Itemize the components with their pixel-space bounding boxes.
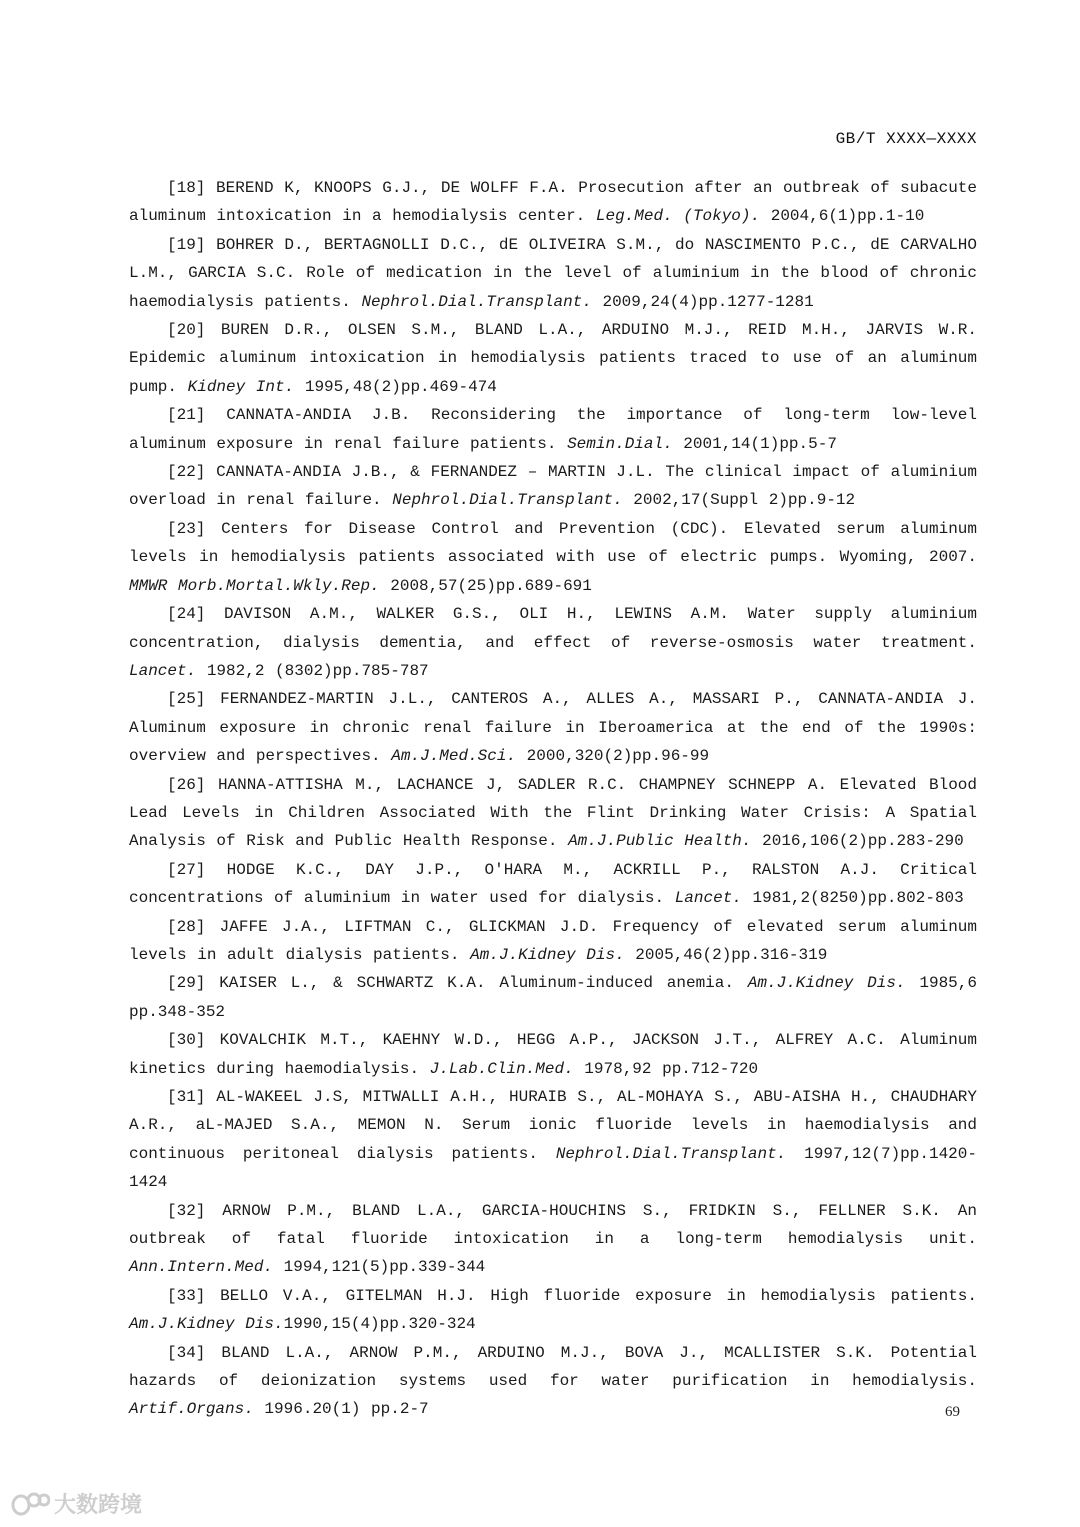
- reference-item: [23] Centers for Disease Control and Prevention (CDC). Elevated serum aluminum levels in hemodialysis patients associated with use of electric pumps. Wyoming, 2007. MMWR Morb.Mortal.Wkly.Rep. 2008,57(25)pp.689-691: [129, 519, 977, 595]
- reference-list: [129, 174, 977, 1424]
- standard-code: GB/T XXXX—XXXX: [835, 130, 977, 148]
- journal-title: Artif.Organs.: [129, 1400, 254, 1419]
- reference-item: [18] BEREND K, KNOOPS G.J., DE WOLFF F.A. Prosecution after an outbreak of subacute aluminum intoxication in a hemodialysis center. Leg.Med. (Tokyo). 2004,6(1)pp.1-10: [129, 179, 977, 226]
- journal-title: Am.J.Kidney Dis.: [747, 974, 906, 993]
- reference-item: [32] ARNOW P.M., BLAND L.A., GARCIA-HOUCHINS S., FRIDKIN S., FELLNER S.K. An outbreak of fatal fluoride intoxication in a long-term hemodialysis unit. Ann.Intern.Med. 1994,121(5)pp.339-344: [129, 1201, 977, 1277]
- journal-title: Lancet.: [129, 661, 197, 680]
- page-header: [836, 130, 977, 148]
- reference-item: [24] DAVISON A.M., WALKER G.S., OLI H., LEWINS A.M. Water supply aluminium concentration, dialysis dementia, and effect of reverse-osmosis water treatment. Lancet. 1982,2 (8302)pp.785-787: [129, 605, 977, 680]
- reference-item: [19] BOHRER D., BERTAGNOLLI D.C., dE OLIVEIRA S.M., do NASCIMENTO P.C., dE CARVALHO L.M., GARCIA S.C. Role of medication in the level of aluminium in the blood of chronic haemodialysis patients. Nephrol.Dial.Transplant. 2009,24(4)pp.1277-1281: [129, 235, 977, 311]
- journal-title: Nephrol.Dial.Transplant.: [361, 292, 592, 311]
- journal-title: Am.J.Kidney Dis.: [470, 945, 625, 964]
- reference-item: [20] BUREN D.R., OLSEN S.M., BLAND L.A., ARDUINO M.J., REID M.H., JARVIS W.R. Epidemic aluminum intoxication in hemodialysis patients traced to use of an aluminum pump. Kidney Int. 1995,48(2)pp.469-474: [129, 321, 977, 396]
- reference-item: [29] KAISER L., & SCHWARTZ K.A. Aluminum-induced anemia. Am.J.Kidney Dis. 1985,6 pp.348-352: [129, 974, 977, 1021]
- reference-item: [33] BELLO V.A., GITELMAN H.J. High fluoride exposure in hemodialysis patients. Am.J.Kidney Dis.1990,15(4)pp.320-324: [129, 1286, 977, 1334]
- journal-title: Am.J.Public Health.: [568, 832, 752, 851]
- journal-title: Lancet.: [674, 889, 742, 908]
- journal-title: Nephrol.Dial.Transplant.: [555, 1144, 787, 1163]
- journal-title: Kidney Int.: [187, 377, 295, 396]
- journal-title: Ann.Intern.Med.: [129, 1258, 274, 1277]
- journal-title: J.Lab.Clin.Med.: [429, 1059, 574, 1078]
- journal-title: Nephrol.Dial.Transplant.: [392, 491, 623, 510]
- brand-logo-icon: [10, 1491, 50, 1517]
- reference-item: [30] KOVALCHIK M.T., KAEHNY W.D., HEGG A.P., JACKSON J.T., ALFREY A.C. Aluminum kinetics during haemodialysis. J.Lab.Clin.Med. 1978,92 pp.712-720: [129, 1031, 977, 1078]
- reference-item: [31] AL-WAKEEL J.S, MITWALLI A.H., HURAIB S., AL-MOHAYA S., ABU-AISHA H., CHAUDHARY A.R., aL-MAJED S.A., MEMON N. Serum ionic fluoride levels in haemodialysis and continuous peritoneal dialysis patients. Nephrol.Dial.Transplant. 1997,12(7)pp.1420-1424: [129, 1088, 977, 1192]
- watermark-text: 大数跨境: [54, 1493, 143, 1518]
- watermark: [10, 1488, 142, 1519]
- reference-item: [34] BLAND L.A., ARNOW P.M., ARDUINO M.J., BOVA J., MCALLISTER S.K. Potential hazards of deionization systems used for water purification in hemodialysis. Artif.Organs. 1996.20(1) pp.2-7: [129, 1343, 977, 1419]
- reference-item: [28] JAFFE J.A., LIFTMAN C., GLICKMAN J.D. Frequency of elevated serum aluminum levels in adult dialysis patients. Am.J.Kidney Dis. 2005,46(2)pp.316-319: [129, 917, 977, 964]
- journal-title: Am.J.Med.Sci.: [391, 747, 517, 766]
- page-number: 69: [945, 1404, 960, 1420]
- journal-title: Am.J.Kidney Dis.: [129, 1315, 284, 1334]
- reference-item: [21] CANNATA-ANDIA J.B. Reconsidering the importance of long-term low-level aluminum exposure in renal failure patients. Semin.Dial. 2001,14(1)pp.5-7: [129, 406, 977, 453]
- reference-item: [27] HODGE K.C., DAY J.P., O'HARA M., ACKRILL P., RALSTON A.J. Critical concentrations of aluminium in water used for dialysis. Lancet. 1981,2(8250)pp.802-803: [129, 860, 977, 908]
- reference-item: [22] CANNATA-ANDIA J.B., & FERNANDEZ – MARTIN J.L. The clinical impact of aluminium overload in renal failure. Nephrol.Dial.Transplant. 2002,17(Suppl 2)pp.9-12: [129, 463, 977, 510]
- journal-title: Semin.Dial.: [567, 434, 673, 453]
- journal-title: Leg.Med. (Tokyo).: [595, 207, 761, 226]
- reference-item: [25] FERNANDEZ-MARTIN J.L., CANTEROS A., ALLES A., MASSARI P., CANNATA-ANDIA J. Aluminum exposure in chronic renal failure in Iberoamerica at the end of the 1990s: overview and perspectives. Am.J.Med.Sci. 2000,320(2)pp.96-99: [129, 690, 977, 766]
- journal-title: MMWR Morb.Mortal.Wkly.Rep.: [129, 576, 380, 595]
- reference-item: [26] HANNA-ATTISHA M., LACHANCE J, SADLER R.C. CHAMPNEY SCHNEPP A. Elevated Blood Lead Levels in Children Associated With the Flint Drinking Water Crisis: A Spatial Analysis of Risk and Public Health Response. Am.J.Public Health. 2016,106(2)pp.283-290: [129, 775, 977, 851]
